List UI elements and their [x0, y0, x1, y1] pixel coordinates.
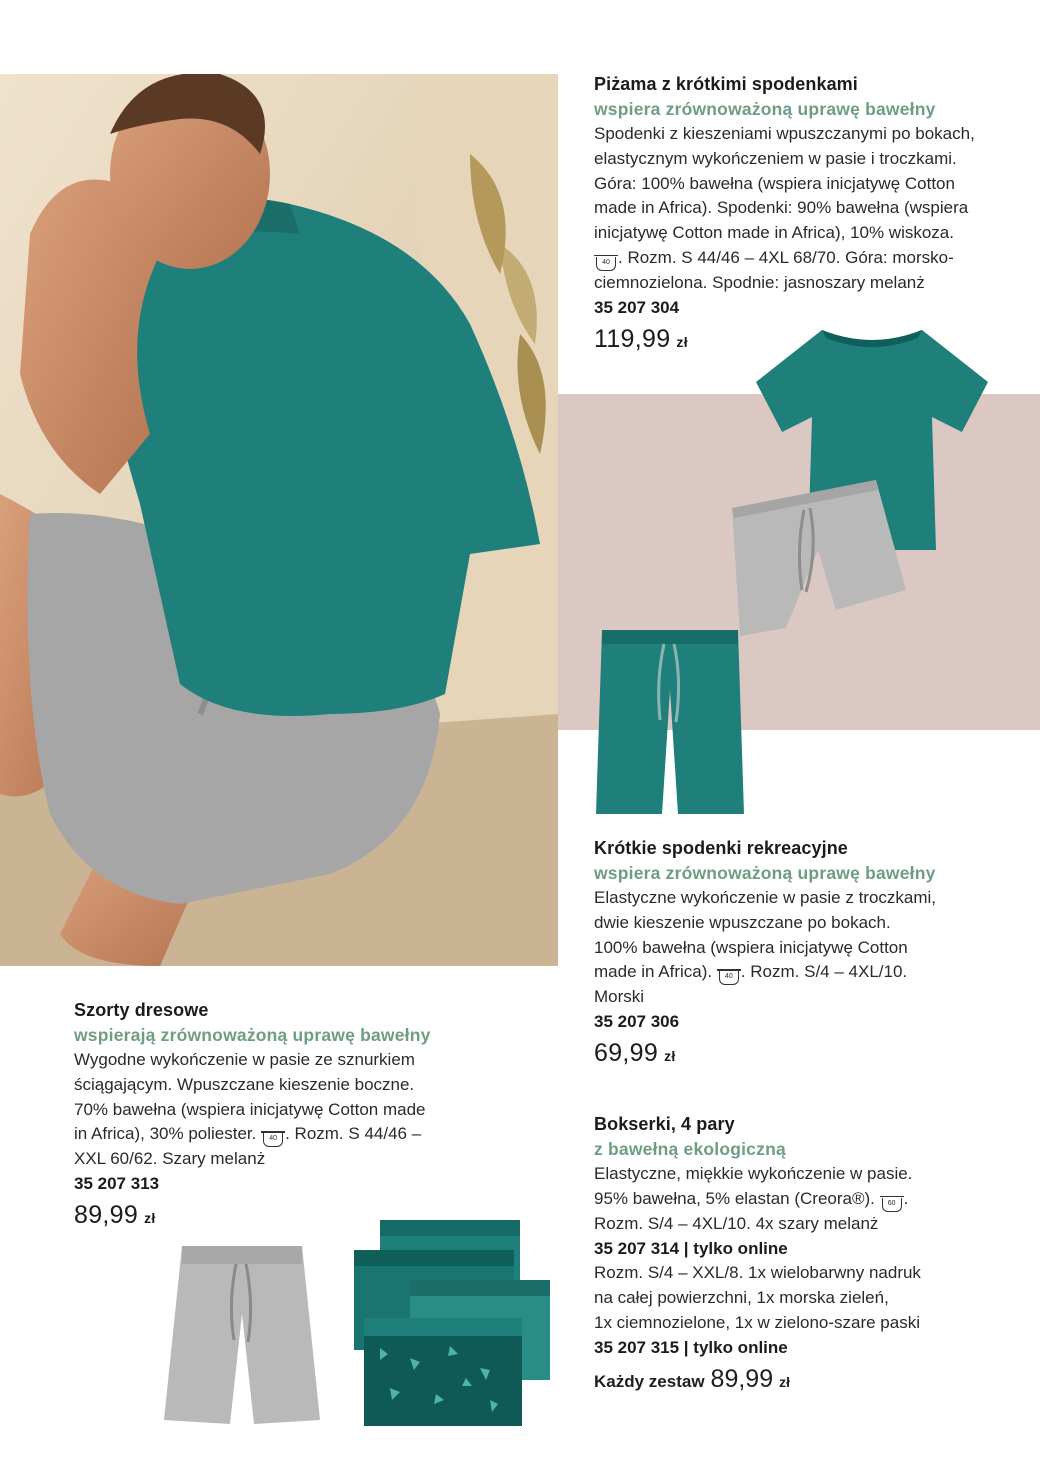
- recreation-shorts-description: Elastyczne wykończenie w pasie z troczkami, dwie kieszenie wpuszczane po bokach. 100% bawełna (wspiera inicjatywę Cotton: [594, 888, 937, 957]
- pyjama-title: Piżama z krótkimi spodenkami: [594, 74, 858, 94]
- recreation-shorts-code: 35 207 306: [594, 1012, 680, 1032]
- pyjama-description-size: 40 . Rozm. S 44/46 – 4XL 68/70. Góra: morsko-: [594, 246, 1024, 271]
- sweat-shorts-code: 35 207 313: [74, 1174, 160, 1194]
- recreation-shorts-description-size: made in Africa). 40 . Rozm. S/4 – 4XL/10.: [594, 960, 1024, 985]
- sweat-shorts-image: [162, 1244, 322, 1426]
- recreation-shorts-color: Morski: [594, 987, 645, 1007]
- wash-icon: 40: [719, 971, 739, 985]
- boxers-code-1: 35 207 314 | tylko online: [594, 1238, 788, 1258]
- boxers-title: Bokserki, 4 pary: [594, 1114, 735, 1134]
- pyjama-description-color: ciemnozielona. Spodnie: jasnoszary melanż: [594, 272, 925, 292]
- sweat-shorts-description: Wygodne wykończenie w pasie ze sznurkiem ściągającym. Wpuszczane kieszenie boczne. 70% bawełna (wspiera inicjatywę Cotton made: [74, 1050, 426, 1119]
- recreation-shorts-image: [594, 630, 746, 816]
- pyjama-code: 35 207 304: [594, 297, 680, 317]
- boxers-tag: z bawełną ekologiczną: [594, 1139, 786, 1159]
- sweat-shorts-tag: wspierają zrównoważoną uprawę bawełny: [74, 1025, 431, 1045]
- sweat-shorts-title: Szorty dresowe: [74, 1000, 209, 1020]
- wash-icon: 60: [882, 1198, 902, 1212]
- pyjama-tag: wspiera zrównoważoną uprawę bawełny: [594, 99, 936, 119]
- lifestyle-photo: [0, 74, 558, 966]
- boxers-description: Elastyczne, miękkie wykończenie w pasie.: [594, 1164, 913, 1183]
- boxers-price: Każdy zestaw 89,99 zł: [594, 1364, 790, 1393]
- recreation-shorts-title: Krótkie spodenki rekreacyjne: [594, 838, 848, 858]
- recreation-shorts-price: 69,99 zł: [594, 1038, 676, 1067]
- pyjama-description: Spodenki z kieszeniami wpuszczanymi po bokach, elastycznym wykończeniem w pasie i troczkami. Góra: 100% bawełna (wspiera inicjatywę Cotton made in Africa). Spodenki: 90% bawełna (wspiera inicjatywę Cotton made in Africa), 10% wiskoza.: [594, 124, 975, 243]
- sweat-shorts-price: 89,99 zł: [74, 1200, 156, 1229]
- boxers-variant-2: Rozm. S/4 – XXL/8. 1x wielobarwny nadruk na całej powierzchni, 1x morska zieleń, 1x ciemnozielone, 1x w zielono-szare paski: [594, 1263, 921, 1332]
- pyjama-price: 119,99 zł: [594, 324, 688, 353]
- recreation-shorts-info: [594, 836, 1024, 1069]
- boxers-variant-1: Rozm. S/4 – 4XL/10. 4x szary melanż: [594, 1213, 879, 1233]
- sweat-shorts-info: [74, 998, 514, 1231]
- boxers-image: [340, 1218, 560, 1428]
- sweat-shorts-description-size: in Africa), 30% poliester. 40 . Rozm. S 44/46 –: [74, 1122, 514, 1147]
- sweat-shorts-color: XXL 60/62. Szary melanż: [74, 1149, 266, 1169]
- pyjama-info: [594, 72, 1024, 354]
- pyjama-shorts-image: [726, 480, 916, 640]
- wash-icon: 40: [596, 257, 616, 271]
- boxers-description-material: 95% bawełna, 5% elastan (Creora®). 60 .: [594, 1187, 1024, 1212]
- recreation-shorts-tag: wspiera zrównoważoną uprawę bawełny: [594, 863, 936, 883]
- boxers-code-2: 35 207 315 | tylko online: [594, 1337, 788, 1357]
- wash-icon: 40: [263, 1133, 283, 1147]
- boxers-info: [594, 1112, 1024, 1394]
